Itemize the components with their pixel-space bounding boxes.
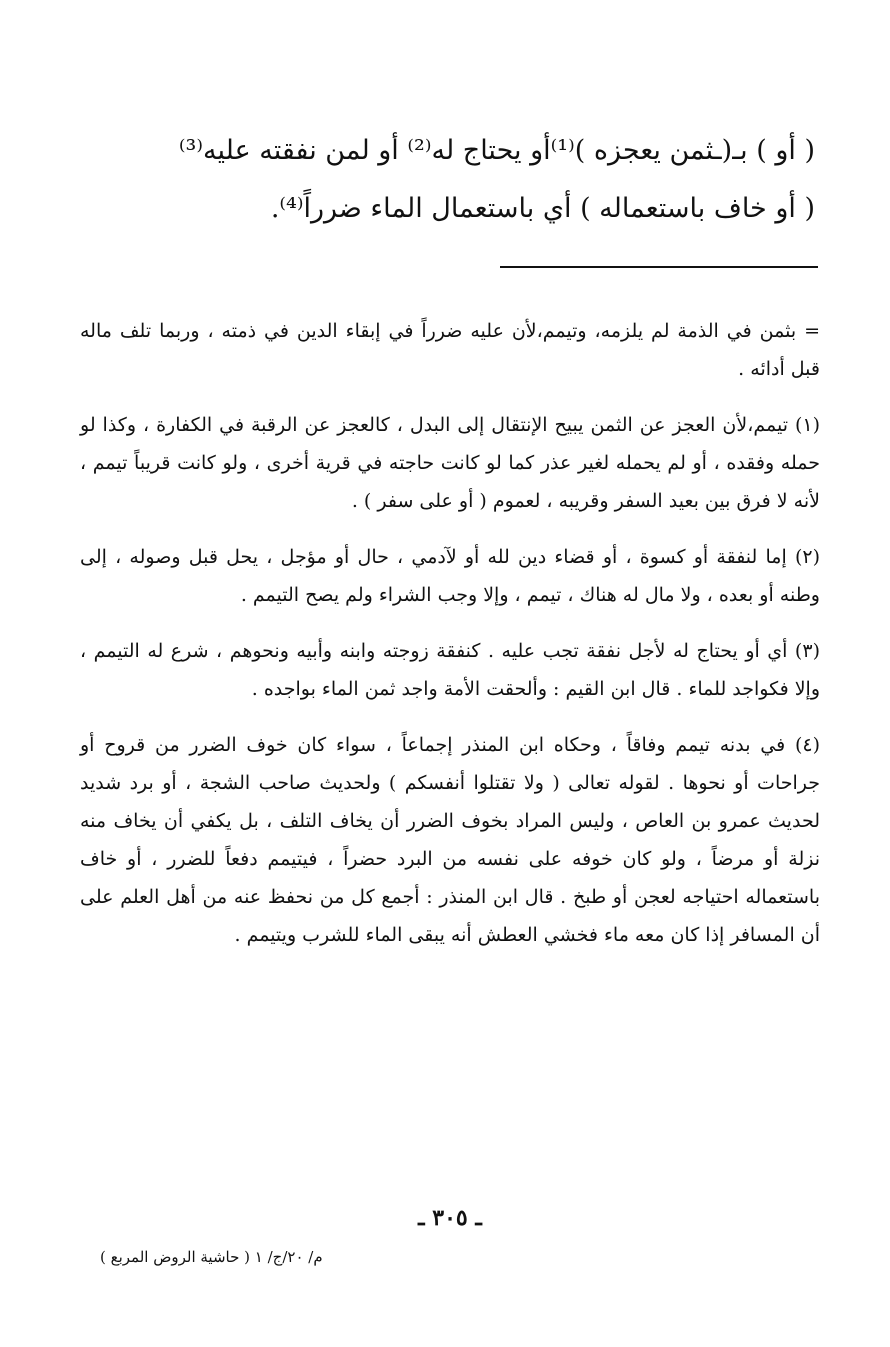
printer-signature: م/ ٢٠/ج/ ١ ( حاشية الروض المربع )	[100, 1248, 323, 1266]
page-number: ـ ٣٠٥ ـ	[418, 1205, 482, 1231]
footnote-divider	[500, 266, 818, 268]
main-text-line: ( أو ) بـ(ـثمن يعجزه )⁽¹⁾أو يحتاج له⁽²⁾ أو لمن نفقته عليه⁽³⁾	[178, 135, 815, 166]
footnote-continuation: = بثمن في الذمة لم يلزمه، وتيمم،لأن عليه ضرراً في إبقاء الدين في ذمته ، وربما تلف ماله قبل أدائه .	[80, 320, 820, 380]
footnote-3: (٣) أي أو يحتاج له لأجل نفقة تجب عليه . كنفقة زوجته وابنه وأبيه ونحوهم ، شرع له التيمم ، وإلا فكواجد للماء . قال ابن القيم : وألحقت الأمة واجد ثمن الماء بواجده .	[80, 640, 820, 700]
main-text-line: ( أو خاف باستعماله ) أي باستعمال الماء ضرراً⁽⁴⁾.	[270, 193, 815, 224]
footnotes-section	[80, 312, 820, 972]
footnote-2: (٢) إما لنفقة أو كسوة ، أو قضاء دين لله أو لآدمي ، حال أو مؤجل ، يحل قبل وصوله ، إلى وطنه أو بعده ، ولا مال له هناك ، تيمم ، وإلا وجب الشراء ولم يصح التيمم .	[80, 546, 820, 606]
footnote-4: (٤) في بدنه تيمم وفاقاً ، وحكاه ابن المنذر إجماعاً ، سواء كان خوف الضرر من قروح أو جراحات أو نحوها . لقوله تعالى ( ولا تقتلوا أنفسكم ) ولحديث صاحب الشجة ، أو برد شديد لحديث عمرو بن العاص ، وليس المراد بخوف الضرر أن يخاف التلف ، بل يكفي أن يخاف منه نزلة أو مرضاً ، ولو كان خوفه على نفسه من البرد حضراً ، فيتيمم دفعاً للضرر ، أو خاف باستعماله احتياجه لعجن أو طبخ . قال ابن المنذر : أجمع كل من نحفظ عنه من أهل العلم على أن المسافر إذا كان معه ماء فخشي العطش أنه يبقى الماء للشرب ويتيمم .	[80, 734, 820, 946]
footnote-1: (١) تيمم،لأن العجز عن الثمن يبيح الإنتقال إلى البدل ، كالعجز عن الرقبة في الكفارة ، وكذا لو حمله وفقده ، أو لم يحمله لغير عذر كما لو كانت حاجته في قرية أخرى ، ولو كانت قريباً تيمم ، لأنه لا فرق بين بعيد السفر وقريبه ، لعموم ( أو على سفر ) .	[80, 414, 820, 512]
main-text	[95, 122, 815, 238]
